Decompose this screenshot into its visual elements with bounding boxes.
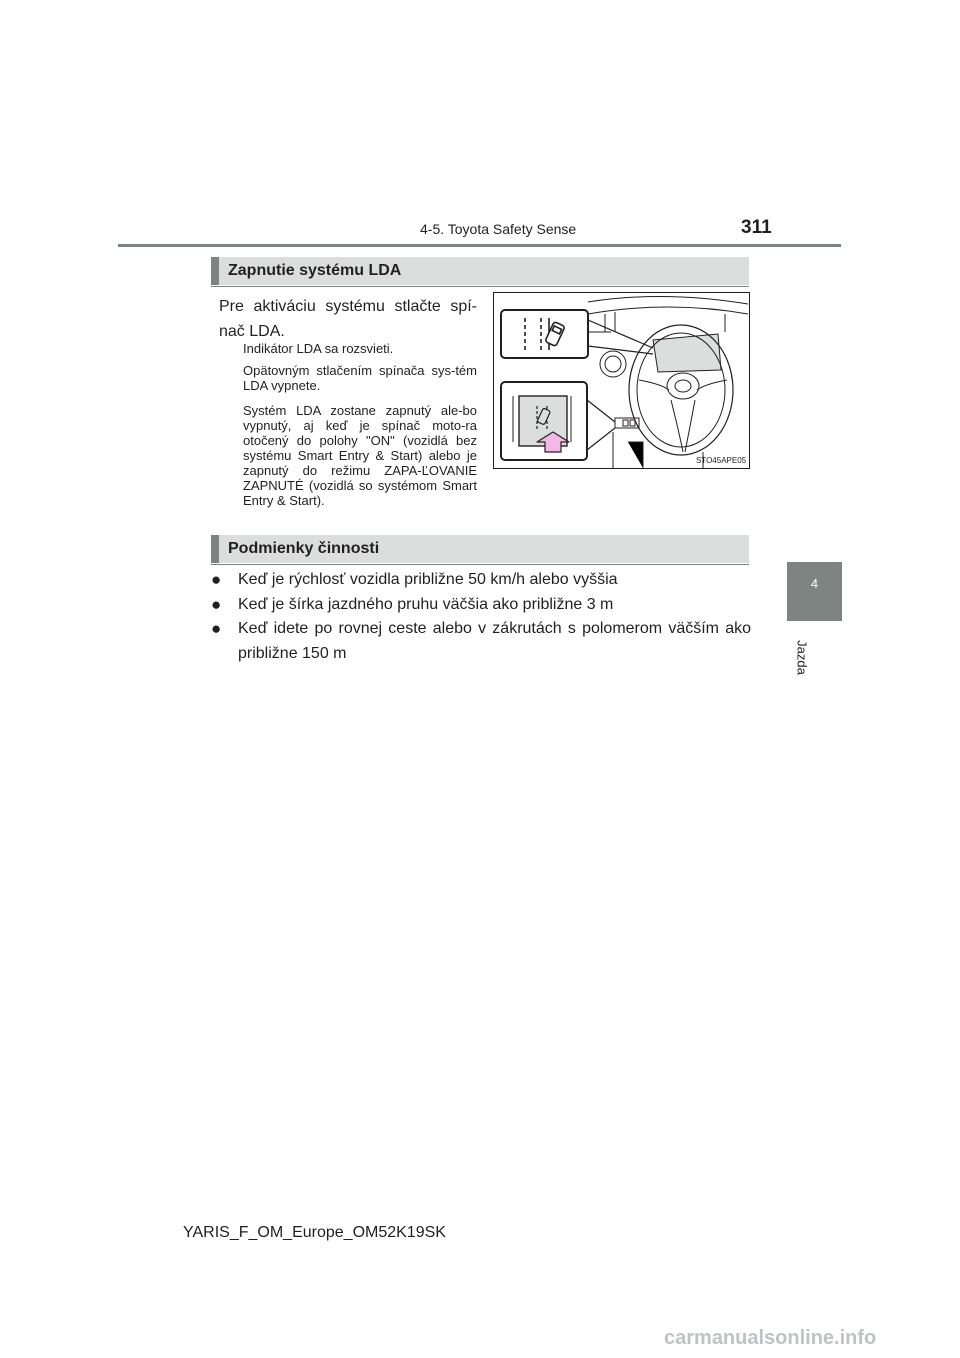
bullet-text: Keď idete po rovnej ceste alebo v zákrutách s polomerom väčším ako približne 150 m bbox=[238, 620, 751, 662]
page-number: 311 bbox=[741, 217, 772, 238]
section-rule bbox=[211, 564, 749, 565]
figure-code: STO45APE05 bbox=[696, 456, 747, 465]
section-heading-lda-on bbox=[211, 257, 749, 285]
section-rule bbox=[211, 286, 749, 287]
bullet-dot: ● bbox=[211, 570, 222, 589]
bullet-text: Keď je šírka jazdného pruhu väčšia ako približne 3 m bbox=[238, 596, 614, 613]
note-paragraph: Indikátor LDA sa rozsvieti. bbox=[243, 341, 394, 356]
section-heading-text: Zapnutie systému LDA bbox=[228, 262, 402, 279]
intro-paragraph: Pre aktiváciu systému stlačte spí-nač LDA. bbox=[219, 298, 477, 340]
header-rule bbox=[118, 244, 841, 247]
note-paragraph: Opätovným stlačením spínača sys-tém LDA vypnete. bbox=[243, 363, 477, 393]
bullet-dot: ● bbox=[211, 595, 222, 614]
condition-bullet bbox=[211, 592, 751, 617]
bullet-dot: ● bbox=[211, 619, 222, 638]
running-header-section: 4-5. Toyota Safety Sense bbox=[420, 221, 577, 237]
bullet-text: Keď je rýchlosť vozidla približne 50 km/h alebo vyššia bbox=[238, 571, 618, 588]
chapter-tab-label: Jazda bbox=[794, 640, 810, 675]
document-id-footer: YARIS_F_OM_Europe_OM52K19SK bbox=[183, 1224, 446, 1241]
chapter-tab bbox=[787, 562, 842, 621]
section-heading-text: Podmienky činnosti bbox=[228, 540, 380, 557]
condition-bullet bbox=[211, 616, 751, 666]
condition-bullet bbox=[211, 567, 751, 592]
lda-switch-illustration bbox=[493, 292, 750, 469]
note-paragraph: Systém LDA zostane zapnutý ale-bo vypnutý, aj keď je spínač moto-ra otočený do polohy "ON" (vozidlá bez systému Smart Entry & Start) alebo je zapnutý do režimu ZAPA-ĽOVANIE ZAPNUTÉ (vozidlá so systémom Smart Entry & Start). bbox=[243, 403, 477, 508]
section-heading-conditions bbox=[211, 535, 749, 563]
chapter-tab-number: 4 bbox=[810, 576, 819, 591]
watermark: carmanualsonline.info bbox=[664, 1327, 877, 1349]
